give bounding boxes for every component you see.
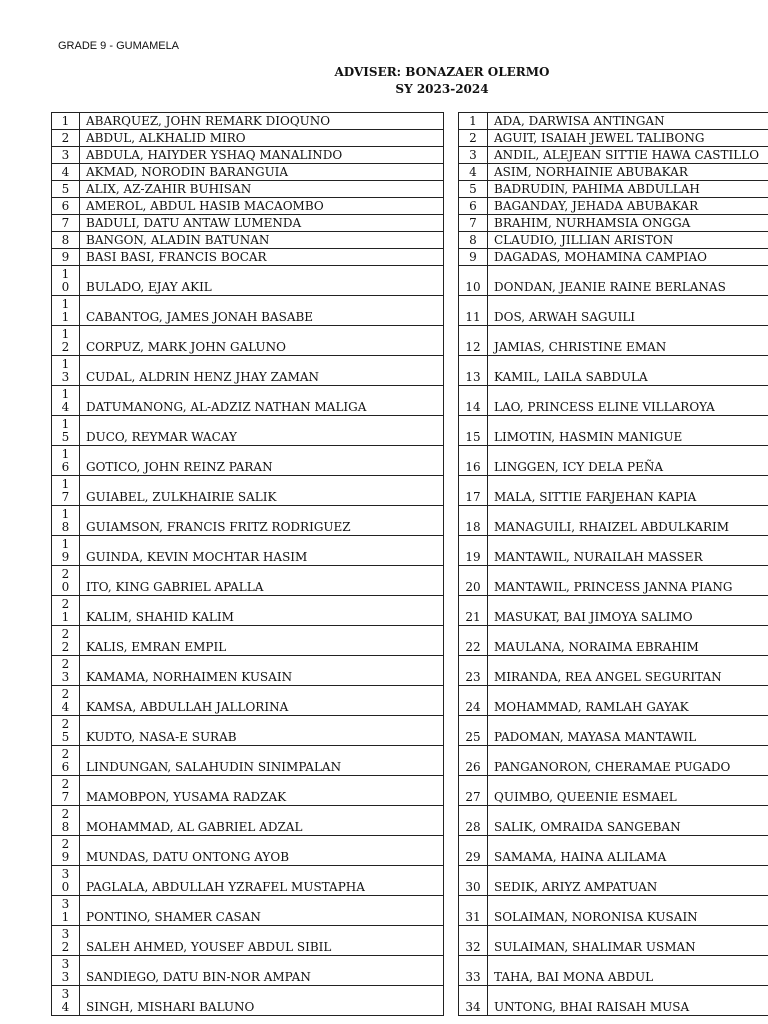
student-name: DATUMANONG, AL-ADZIZ NATHAN MALIGA — [80, 386, 444, 416]
row-number: 3 3 — [52, 956, 80, 986]
table-row — [459, 566, 768, 596]
student-name: GUINDA, KEVIN MOCHTAR HASIM — [80, 536, 444, 566]
table-row — [459, 181, 768, 198]
student-name: PANGANORON, CHERAMAE PUGADO — [488, 746, 768, 776]
table-row — [52, 866, 444, 896]
row-number: 8 — [52, 232, 80, 249]
row-number: 2 — [52, 130, 80, 147]
student-name: MOHAMMAD, RAMLAH GAYAK — [488, 686, 768, 716]
table-row — [459, 296, 768, 326]
row-number: 9 — [52, 249, 80, 266]
table-row — [52, 926, 444, 956]
student-name: PADOMAN, MAYASA MANTAWIL — [488, 716, 768, 746]
row-number: 1 — [52, 113, 80, 130]
student-name: ABARQUEZ, JOHN REMARK DIOQUNO — [80, 113, 444, 130]
row-number: 2 8 — [52, 806, 80, 836]
row-number: 34 — [459, 986, 488, 1016]
row-number: 2 6 — [52, 746, 80, 776]
row-number: 14 — [459, 386, 488, 416]
school-year-heading: SY 2023-2024 — [395, 82, 489, 96]
girls-roster-table — [458, 112, 768, 1016]
table-row — [459, 776, 768, 806]
student-name: SALIK, OMRAIDA SANGEBAN — [488, 806, 768, 836]
student-name: KUDTO, NASA-E SURAB — [80, 716, 444, 746]
student-name: ABDUL, ALKHALID MIRO — [80, 130, 444, 147]
row-number: 1 9 — [52, 536, 80, 566]
row-number: 7 — [459, 215, 488, 232]
row-number: 3 0 — [52, 866, 80, 896]
row-number: 17 — [459, 476, 488, 506]
table-row — [52, 596, 444, 626]
student-name: ABDULA, HAIYDER YSHAQ MANALINDO — [80, 147, 444, 164]
student-name: MAULANA, NORAIMA EBRAHIM — [488, 626, 768, 656]
student-name: ALIX, AZ-ZAHIR BUHISAN — [80, 181, 444, 198]
row-number: 25 — [459, 716, 488, 746]
row-number: 18 — [459, 506, 488, 536]
student-name: GUIAMSON, FRANCIS FRITZ RODRIGUEZ — [80, 506, 444, 536]
row-number: 2 1 — [52, 596, 80, 626]
table-row — [52, 956, 444, 986]
row-number: 2 0 — [52, 566, 80, 596]
row-number: 1 1 — [52, 296, 80, 326]
table-row — [459, 716, 768, 746]
row-number: 3 2 — [52, 926, 80, 956]
student-name: MAMOBPON, YUSAMA RADZAK — [80, 776, 444, 806]
table-row — [52, 147, 444, 164]
table-row — [459, 326, 768, 356]
row-number: 31 — [459, 896, 488, 926]
student-name: PAGLALA, ABDULLAH YZRAFEL MUSTAPHA — [80, 866, 444, 896]
table-row — [459, 416, 768, 446]
row-number: 32 — [459, 926, 488, 956]
row-number: 2 9 — [52, 836, 80, 866]
row-number: 1 4 — [52, 386, 80, 416]
row-number: 3 — [52, 147, 80, 164]
student-name: KALIM, SHAHID KALIM — [80, 596, 444, 626]
table-row — [52, 164, 444, 181]
student-name: BASI BASI, FRANCIS BOCAR — [80, 249, 444, 266]
row-number: 4 — [52, 164, 80, 181]
table-row — [459, 596, 768, 626]
student-name: ADA, DARWISA ANTINGAN — [488, 113, 768, 130]
table-row — [52, 296, 444, 326]
table-row — [459, 746, 768, 776]
table-row — [459, 198, 768, 215]
table-row — [459, 686, 768, 716]
table-row — [52, 836, 444, 866]
table-row — [459, 164, 768, 181]
student-name: DONDAN, JEANIE RAINE BERLANAS — [488, 266, 768, 296]
row-number: 12 — [459, 326, 488, 356]
student-name: MANTAWIL, NURAILAH MASSER — [488, 536, 768, 566]
table-row — [52, 476, 444, 506]
student-name: DOS, ARWAH SAGUILI — [488, 296, 768, 326]
student-name: SEDIK, ARIYZ AMPATUAN — [488, 866, 768, 896]
table-row — [52, 716, 444, 746]
row-number: 22 — [459, 626, 488, 656]
table-row — [52, 686, 444, 716]
table-row — [52, 326, 444, 356]
student-name: QUIMBO, QUEENIE ESMAEL — [488, 776, 768, 806]
table-row — [52, 446, 444, 476]
table-row — [52, 249, 444, 266]
student-name: DAGADAS, MOHAMINA CAMPIAO — [488, 249, 768, 266]
student-name: BULADO, EJAY AKIL — [80, 266, 444, 296]
table-row — [52, 266, 444, 296]
row-number: 3 — [459, 147, 488, 164]
row-number: 6 — [52, 198, 80, 215]
student-name: SOLAIMAN, NORONISA KUSAIN — [488, 896, 768, 926]
table-row — [459, 232, 768, 249]
row-number: 6 — [459, 198, 488, 215]
table-row — [52, 896, 444, 926]
row-number: 21 — [459, 596, 488, 626]
student-name: MANTAWIL, PRINCESS JANNA PIANG — [488, 566, 768, 596]
table-row — [459, 836, 768, 866]
table-row — [52, 986, 444, 1016]
row-number: 4 — [459, 164, 488, 181]
table-row — [459, 536, 768, 566]
student-name: GOTICO, JOHN REINZ PARAN — [80, 446, 444, 476]
student-name: GUIABEL, ZULKHAIRIE SALIK — [80, 476, 444, 506]
student-name: MOHAMMAD, AL GABRIEL ADZAL — [80, 806, 444, 836]
row-number: 5 — [52, 181, 80, 198]
student-name: AKMAD, NORODIN BARANGUIA — [80, 164, 444, 181]
table-row — [52, 215, 444, 232]
table-row — [52, 386, 444, 416]
table-row — [459, 356, 768, 386]
row-number: 9 — [459, 249, 488, 266]
table-row — [459, 986, 768, 1016]
table-row — [459, 926, 768, 956]
row-number: 1 3 — [52, 356, 80, 386]
row-number: 10 — [459, 266, 488, 296]
row-number: 2 2 — [52, 626, 80, 656]
row-number: 20 — [459, 566, 488, 596]
table-row — [52, 130, 444, 147]
student-name: BAGANDAY, JEHADA ABUBAKAR — [488, 198, 768, 215]
table-row — [52, 232, 444, 249]
student-name: KAMSA, ABDULLAH JALLORINA — [80, 686, 444, 716]
row-number: 3 4 — [52, 986, 80, 1016]
table-row — [459, 656, 768, 686]
student-name: PONTINO, SHAMER CASAN — [80, 896, 444, 926]
table-row — [52, 806, 444, 836]
student-name: SULAIMAN, SHALIMAR USMAN — [488, 926, 768, 956]
table-row — [459, 266, 768, 296]
student-name: CORPUZ, MARK JOHN GALUNO — [80, 326, 444, 356]
table-row — [52, 198, 444, 215]
student-name: LINGGEN, ICY DELA PEÑA — [488, 446, 768, 476]
table-row — [459, 896, 768, 926]
row-number: 27 — [459, 776, 488, 806]
student-name: MUNDAS, DATU ONTONG AYOB — [80, 836, 444, 866]
table-row — [459, 866, 768, 896]
student-name: MALA, SITTIE FARJEHAN KAPIA — [488, 476, 768, 506]
table-row — [52, 356, 444, 386]
row-number: 13 — [459, 356, 488, 386]
student-name: JAMIAS, CHRISTINE EMAN — [488, 326, 768, 356]
table-row — [459, 956, 768, 986]
student-name: KAMIL, LAILA SABDULA — [488, 356, 768, 386]
student-name: TAHA, BAI MONA ABDUL — [488, 956, 768, 986]
table-row — [52, 566, 444, 596]
student-name: ITO, KING GABRIEL APALLA — [80, 566, 444, 596]
row-number: 1 — [459, 113, 488, 130]
table-row — [459, 147, 768, 164]
student-name: MIRANDA, REA ANGEL SEGURITAN — [488, 656, 768, 686]
table-row — [52, 776, 444, 806]
row-number: 15 — [459, 416, 488, 446]
table-row — [52, 656, 444, 686]
row-number: 7 — [52, 215, 80, 232]
student-name: AGUIT, ISAIAH JEWEL TALIBONG — [488, 130, 768, 147]
student-name: LIMOTIN, HASMIN MANIGUE — [488, 416, 768, 446]
table-row — [52, 506, 444, 536]
student-name: DUCO, REYMAR WACAY — [80, 416, 444, 446]
student-name: SANDIEGO, DATU BIN-NOR AMPAN — [80, 956, 444, 986]
row-number: 2 3 — [52, 656, 80, 686]
grade-section-label: GRADE 9 - GUMAMELA — [58, 40, 180, 52]
student-name: SINGH, MISHARI BALUNO — [80, 986, 444, 1016]
row-number: 28 — [459, 806, 488, 836]
student-name: ANDIL, ALEJEAN SITTIE HAWA CASTILLO — [488, 147, 768, 164]
student-name: KALIS, EMRAN EMPIL — [80, 626, 444, 656]
adviser-heading: ADVISER: BONAZAER OLERMO — [334, 65, 550, 79]
table-row — [459, 626, 768, 656]
row-number: 23 — [459, 656, 488, 686]
table-row — [52, 536, 444, 566]
row-number: 33 — [459, 956, 488, 986]
row-number: 11 — [459, 296, 488, 326]
student-name: BRAHIM, NURHAMSIA ONGGA — [488, 215, 768, 232]
table-row — [459, 130, 768, 147]
student-name: CUDAL, ALDRIN HENZ JHAY ZAMAN — [80, 356, 444, 386]
table-row — [52, 746, 444, 776]
student-name: BANGON, ALADIN BATUNAN — [80, 232, 444, 249]
student-name: LINDUNGAN, SALAHUDIN SINIMPALAN — [80, 746, 444, 776]
student-name: CABANTOG, JAMES JONAH BASABE — [80, 296, 444, 326]
student-name: SAMAMA, HAINA ALILAMA — [488, 836, 768, 866]
row-number: 1 5 — [52, 416, 80, 446]
row-number: 1 2 — [52, 326, 80, 356]
student-name: CLAUDIO, JILLIAN ARISTON — [488, 232, 768, 249]
row-number: 29 — [459, 836, 488, 866]
student-name: AMEROL, ABDUL HASIB MACAOMBO — [80, 198, 444, 215]
row-number: 1 7 — [52, 476, 80, 506]
row-number: 2 — [459, 130, 488, 147]
table-row — [459, 113, 768, 130]
table-row — [52, 113, 444, 130]
row-number: 3 1 — [52, 896, 80, 926]
table-row — [459, 249, 768, 266]
table-row — [459, 476, 768, 506]
table-row — [459, 215, 768, 232]
table-row — [52, 626, 444, 656]
row-number: 1 6 — [52, 446, 80, 476]
row-number: 16 — [459, 446, 488, 476]
row-number: 30 — [459, 866, 488, 896]
student-name: LAO, PRINCESS ELINE VILLAROYA — [488, 386, 768, 416]
row-number: 8 — [459, 232, 488, 249]
boys-roster-table — [51, 112, 444, 1016]
row-number: 24 — [459, 686, 488, 716]
row-number: 26 — [459, 746, 488, 776]
student-name: SALEH AHMED, YOUSEF ABDUL SIBIL — [80, 926, 444, 956]
row-number: 19 — [459, 536, 488, 566]
row-number: 2 4 — [52, 686, 80, 716]
student-name: ASIM, NORHAINIE ABUBAKAR — [488, 164, 768, 181]
student-name: KAMAMA, NORHAIMEN KUSAIN — [80, 656, 444, 686]
student-name: UNTONG, BHAI RAISAH MUSA — [488, 986, 768, 1016]
student-name: MASUKAT, BAI JIMOYA SALIMO — [488, 596, 768, 626]
row-number: 2 7 — [52, 776, 80, 806]
row-number: 5 — [459, 181, 488, 198]
row-number: 2 5 — [52, 716, 80, 746]
table-row — [52, 416, 444, 446]
table-row — [459, 386, 768, 416]
student-name: MANAGUILI, RHAIZEL ABDULKARIM — [488, 506, 768, 536]
student-name: BADULI, DATU ANTAW LUMENDA — [80, 215, 444, 232]
student-name: BADRUDIN, PAHIMA ABDULLAH — [488, 181, 768, 198]
table-row — [459, 446, 768, 476]
row-number: 1 8 — [52, 506, 80, 536]
table-row — [52, 181, 444, 198]
table-row — [459, 806, 768, 836]
row-number: 1 0 — [52, 266, 80, 296]
table-row — [459, 506, 768, 536]
